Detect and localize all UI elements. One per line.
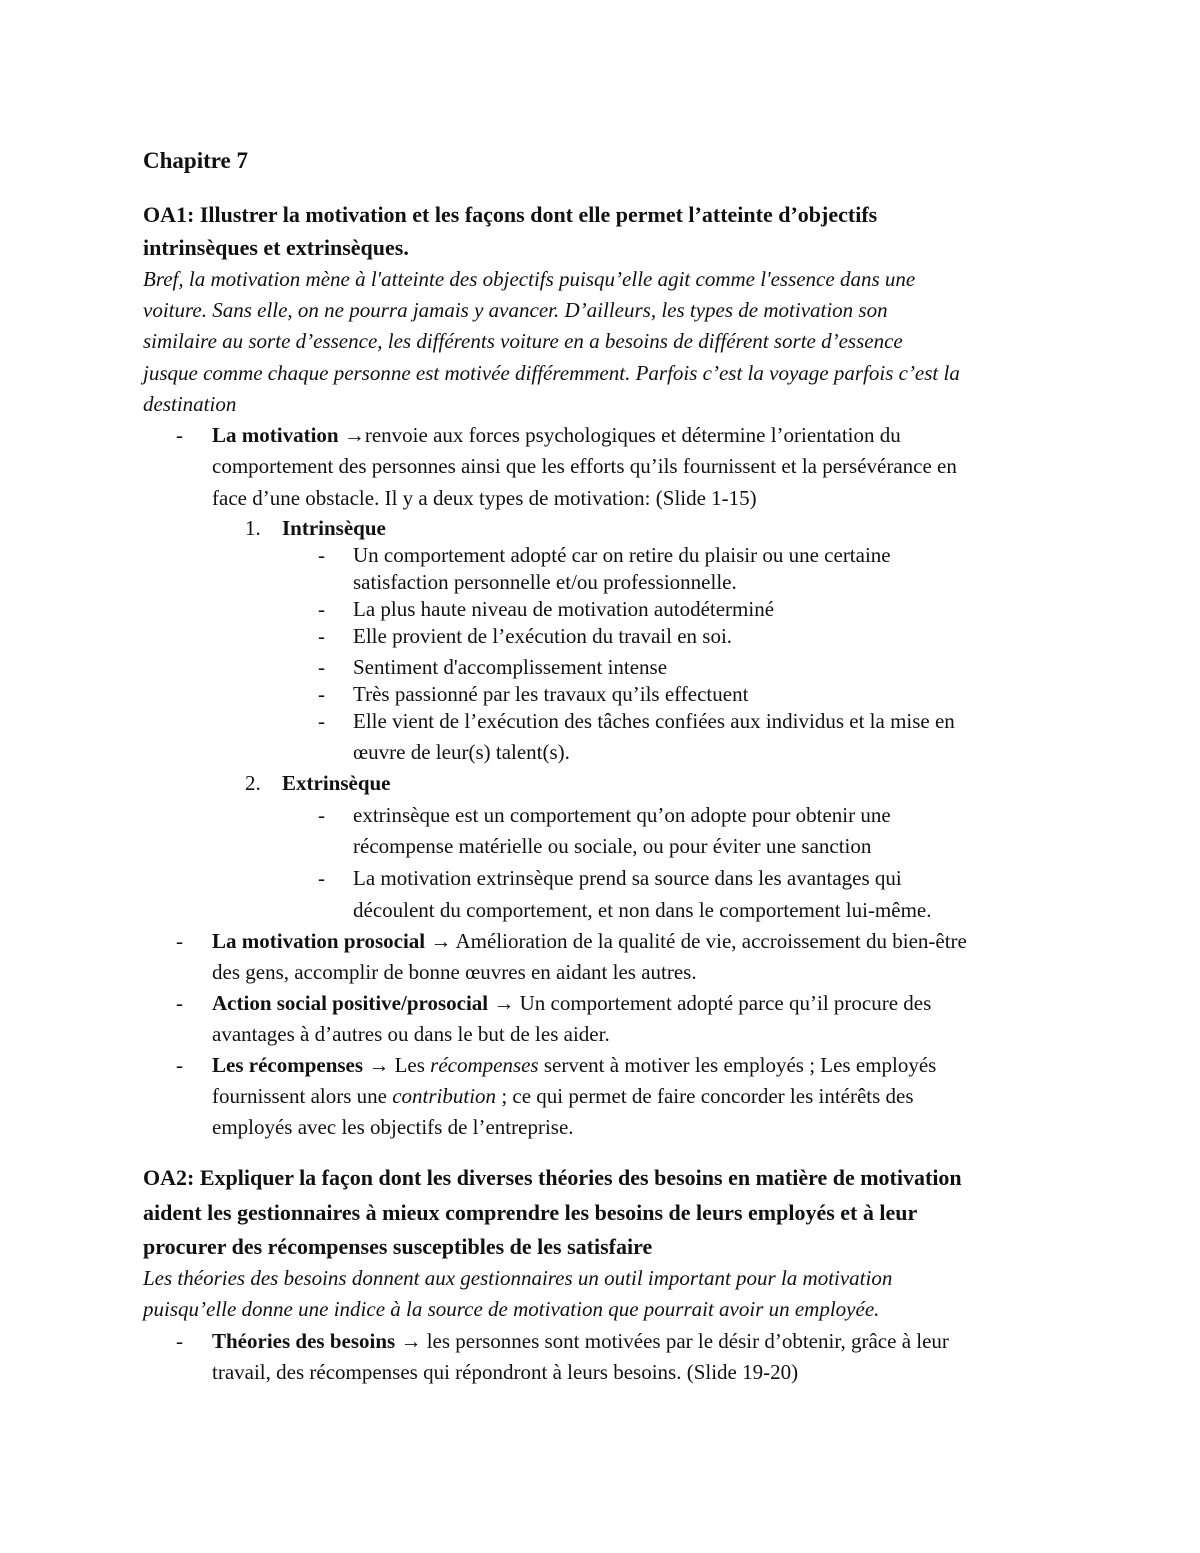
motivation-term: La motivation bbox=[212, 423, 339, 447]
arrow: → bbox=[338, 423, 365, 447]
bullet-dash: - bbox=[176, 1053, 183, 1077]
action-definition: Un comportement adopté parce qu’il procure des bbox=[519, 991, 932, 1015]
bullet-dash: - bbox=[176, 991, 183, 1015]
extrinsic-label: Extrinsèque bbox=[282, 771, 391, 795]
list-number: 2. bbox=[245, 771, 261, 795]
contribution-emphasis: contribution bbox=[392, 1084, 497, 1108]
intrinsic-label: Intrinsèque bbox=[282, 516, 386, 540]
intrinsic-item-cont: œuvre de leur(s) talent(s). bbox=[353, 740, 570, 764]
rewards-term: Les récompenses bbox=[212, 1053, 364, 1077]
bullet-dash: - bbox=[318, 803, 325, 827]
rewards-item-line2 bbox=[212, 1083, 914, 1109]
rewards-text: Les bbox=[394, 1053, 431, 1077]
oa2-summary-line: Les théories des besoins donnent aux gestionnaires un outil important pour la motivation bbox=[143, 1266, 893, 1290]
prosocial-term: La motivation prosocial bbox=[212, 929, 426, 953]
oa1-summary-line: voiture. Sans elle, on ne pourra jamais y avancer. D’ailleurs, les types de motivation son bbox=[143, 298, 888, 322]
bullet-dash: - bbox=[318, 624, 325, 648]
needs-definition: les personnes sont motivées par le désir d’obtenir, grâce à leur bbox=[426, 1329, 949, 1353]
oa1-heading-line1 bbox=[143, 201, 877, 229]
oa1-summary-line: jusque comme chaque personne est motivée différemment. Parfois c’est la voyage parfois c’est la bbox=[143, 361, 960, 385]
extrinsic-item: La motivation extrinsèque prend sa source dans les avantages qui bbox=[353, 866, 902, 890]
bullet-dash: - bbox=[176, 929, 183, 953]
oa2-heading-text: Expliquer la façon dont les diverses théories des besoins en matière de motivation bbox=[194, 1165, 962, 1190]
intrinsic-item: Très passionné par les travaux qu’ils effectuent bbox=[353, 682, 749, 706]
bullet-dash: - bbox=[318, 543, 325, 567]
oa2-heading-line3: procurer des récompenses susceptibles de les satisfaire bbox=[143, 1234, 653, 1259]
chapter-title: Chapitre 7 bbox=[143, 148, 248, 173]
arrow: → bbox=[425, 929, 456, 953]
oa1-heading-text: : Illustrer la motivation et les façons dont elle permet l’atteinte d’objectifs bbox=[187, 202, 878, 227]
intrinsic-item: La plus haute niveau de motivation autodéterminé bbox=[353, 597, 775, 621]
rewards-emphasis: récompenses bbox=[430, 1053, 539, 1077]
oa1-summary-line: destination bbox=[143, 392, 237, 416]
action-item-line2: avantages à d’autres ou dans le but de les aider. bbox=[212, 1022, 610, 1046]
rewards-text: fournissent alors une bbox=[212, 1084, 393, 1108]
intrinsic-item: Elle provient de l’exécution du travail en soi. bbox=[353, 624, 733, 648]
motivation-item-line2: comportement des personnes ainsi que les efforts qu’ils fournissent et la persévérance en bbox=[212, 454, 957, 478]
oa1-label: OA1 bbox=[143, 202, 187, 227]
oa2-label: OA2: bbox=[143, 1165, 195, 1190]
list-number: 1. bbox=[245, 516, 261, 540]
oa1-heading-line2: intrinsèques et extrinsèques. bbox=[143, 235, 409, 260]
intrinsic-item: Elle vient de l’exécution des tâches confiées aux individus et la mise en bbox=[353, 709, 955, 733]
prosocial-definition: Amélioration de la qualité de vie, accroissement du bien-être bbox=[455, 929, 967, 953]
extrinsic-item: extrinsèque est un comportement qu’on adopte pour obtenir une bbox=[353, 803, 891, 827]
motivation-item-line3: face d’une obstacle. Il y a deux types de motivation: (Slide 1-15) bbox=[212, 486, 757, 510]
extrinsic-item-cont: récompense matérielle ou sociale, ou pour éviter une sanction bbox=[353, 834, 872, 858]
rewards-text: servent à motiver les employés ; Les employés bbox=[538, 1053, 937, 1077]
oa1-summary-line: similaire au sorte d’essence, les différents voiture en a besoins de différent sorte d’essence bbox=[143, 329, 903, 353]
action-item-line1 bbox=[212, 990, 931, 1016]
extrinsic-item-cont: découlent du comportement, et non dans le comportement lui-même. bbox=[353, 898, 932, 922]
bullet-dash: - bbox=[318, 597, 325, 621]
arrow: → bbox=[488, 991, 520, 1015]
bullet-dash: - bbox=[318, 709, 325, 733]
prosocial-item-line2: des gens, accomplir de bonne œuvres en aidant les autres. bbox=[212, 960, 697, 984]
prosocial-item-line1 bbox=[212, 928, 967, 954]
rewards-text: ; ce qui permet de faire concorder les intérêts des bbox=[496, 1084, 914, 1108]
intrinsic-item: Un comportement adopté car on retire du plaisir ou une certaine bbox=[353, 543, 891, 567]
needs-item-line2: travail, des récompenses qui répondront à leurs besoins. (Slide 19-20) bbox=[212, 1360, 799, 1384]
motivation-item-line1 bbox=[212, 422, 901, 448]
motivation-definition: renvoie aux forces psychologiques et détermine l’orientation du bbox=[364, 423, 901, 447]
rewards-item-line1 bbox=[212, 1052, 936, 1078]
bullet-dash: - bbox=[318, 655, 325, 679]
oa1-summary-line: Bref, la motivation mène à l'atteinte des objectifs puisqu’elle agit comme l'essence dans une bbox=[143, 267, 916, 291]
rewards-item-line3: employés avec les objectifs de l’entreprise. bbox=[212, 1115, 574, 1139]
oa2-heading-line1 bbox=[143, 1164, 962, 1192]
arrow: → bbox=[363, 1053, 395, 1077]
bullet-dash: - bbox=[176, 1329, 183, 1353]
bullet-dash: - bbox=[318, 682, 325, 706]
oa2-heading-line2: aident les gestionnaires à mieux comprendre les besoins de leurs employés et à leur bbox=[143, 1200, 918, 1225]
action-term: Action social positive/prosocial bbox=[212, 991, 489, 1015]
bullet-dash: - bbox=[176, 423, 183, 447]
needs-item-line1 bbox=[212, 1328, 949, 1354]
oa2-summary-line: puisqu’elle donne une indice à la source de motivation que pourrait avoir un employée. bbox=[143, 1297, 880, 1321]
arrow: → bbox=[395, 1329, 427, 1353]
needs-term: Théories des besoins bbox=[212, 1329, 396, 1353]
intrinsic-item-cont: satisfaction personnelle et/ou professionnelle. bbox=[353, 570, 737, 594]
intrinsic-item: Sentiment d'accomplissement intense bbox=[353, 655, 668, 679]
bullet-dash: - bbox=[318, 866, 325, 890]
